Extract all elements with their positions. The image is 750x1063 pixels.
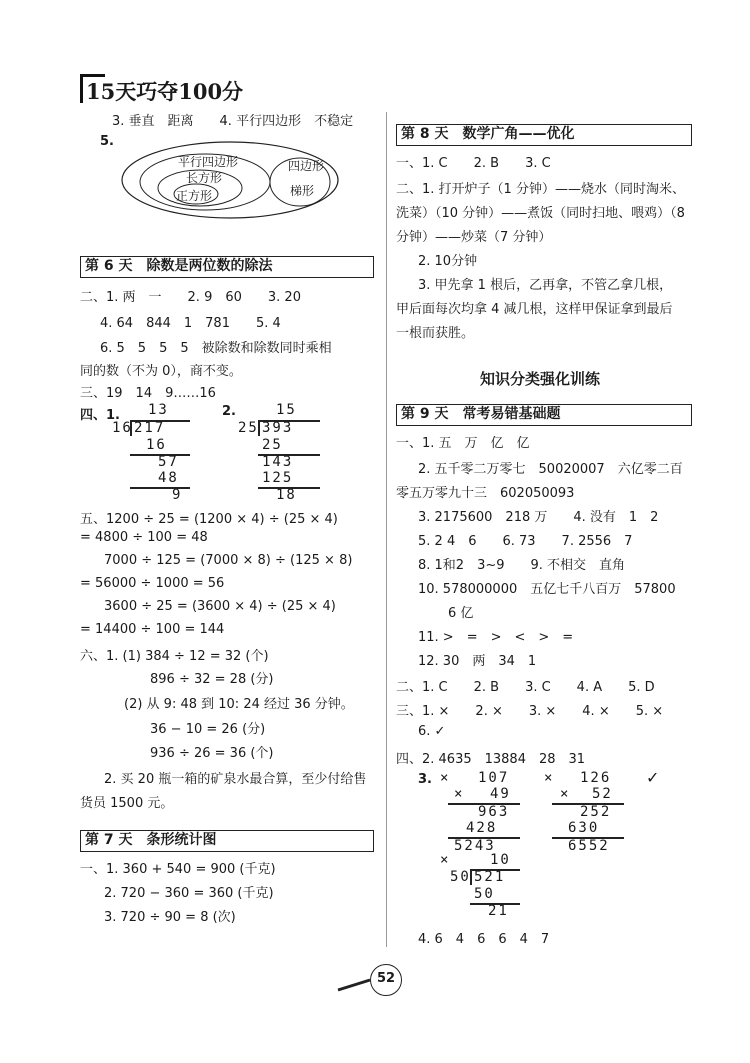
header-logo: 15天巧夺100分 bbox=[86, 79, 244, 104]
div3-row-1: 50 bbox=[474, 886, 495, 902]
div2-row-2: 143 bbox=[262, 454, 294, 470]
d8-line-4: 分钟）——炒菜（7 分钟） bbox=[396, 230, 552, 245]
day8-header: 第 8 天 数学广角——优化 bbox=[396, 124, 692, 146]
d7-line-3: 3. 720 ÷ 90 = 8 (次) bbox=[104, 910, 236, 925]
left-line-2: 5. bbox=[100, 134, 114, 149]
div3-divisor: 50 bbox=[450, 869, 471, 885]
d8-line-2: 二、1. 打开炉子（1 分钟）——烧水（同时淘米、 bbox=[396, 182, 685, 197]
venn-label-quadrilateral: 四边形 bbox=[288, 159, 325, 173]
d9-line-12: 三、1. × 2. × 3. × 4. × 5. × bbox=[396, 704, 664, 719]
page-number: 52 bbox=[377, 971, 396, 986]
d6b-line-12: 2. 买 20 瓶一箱的矿泉水最合算，至少付给售 bbox=[104, 772, 367, 787]
d6b-line-6: = 14400 ÷ 100 = 144 bbox=[80, 622, 225, 637]
d9-line-7: 10. 578000000 五亿七千八百万 57800 bbox=[418, 582, 676, 597]
d8-line-6: 3. 甲先拿 1 根后，乙再拿，不管乙拿几根， bbox=[418, 278, 673, 293]
d8-line-5: 2. 10分钟 bbox=[418, 254, 478, 269]
venn-label-square: 正方形 bbox=[176, 189, 213, 203]
venn-label-trapezoid: 梯形 bbox=[290, 184, 315, 198]
d6-line-1: 二、1. 两 一 2. 9 60 3. 20 bbox=[80, 290, 301, 305]
mul2-a: 126 bbox=[580, 770, 612, 786]
d6-line-7: 2. bbox=[222, 404, 236, 419]
d6b-line-4: = 56000 ÷ 1000 = 56 bbox=[80, 576, 225, 591]
div1-row-2: 57 bbox=[158, 454, 179, 470]
venn-diagram bbox=[120, 140, 350, 220]
mul2-sign: × bbox=[560, 786, 571, 802]
d6b-line-3: 7000 ÷ 125 = (7000 × 8) ÷ (125 × 8) bbox=[104, 553, 353, 568]
mul2-p2: 630 bbox=[568, 820, 600, 836]
check-icon: ✓ bbox=[646, 768, 660, 787]
d6b-line-10: 36 − 10 = 26 (分) bbox=[150, 722, 266, 737]
div3-dividend: 521 bbox=[474, 869, 506, 885]
d8-line-8: 一根而获胜。 bbox=[396, 326, 475, 341]
div3-row-2: 21 bbox=[488, 903, 509, 919]
div1-row-4: 9 bbox=[172, 487, 183, 503]
div1-quotient: 13 bbox=[148, 402, 169, 418]
d8-line-1: 一、1. C 2. B 3. C bbox=[396, 156, 551, 171]
d9-line-8: 6 亿 bbox=[448, 606, 474, 621]
d6b-line-11: 936 ÷ 26 = 36 (个) bbox=[150, 746, 274, 761]
day7-header: 第 7 天 条形统计图 bbox=[80, 830, 374, 852]
d9-line-4: 3. 2175600 218 万 4. 没有 1 2 bbox=[418, 510, 659, 525]
div1-row-1: 16 bbox=[146, 437, 167, 453]
d9-line-10: 12. 30 两 34 1 bbox=[418, 654, 537, 669]
d6-line-2: 4. 64 844 1 781 5. 4 bbox=[100, 316, 281, 331]
mul2-b: 52 bbox=[592, 786, 613, 802]
d9-line-13: 6. ✓ bbox=[418, 724, 446, 739]
d9-line-5: 5. 2 4 6 6. 73 7. 2556 7 bbox=[418, 534, 633, 549]
d6b-line-1: 五、1200 ÷ 25 = (1200 × 4) ÷ (25 × 4) bbox=[80, 512, 338, 527]
div1-dividend: 217 bbox=[134, 420, 166, 436]
mul1-a: 107 bbox=[478, 770, 510, 786]
day9-header: 第 9 天 常考易错基础题 bbox=[396, 404, 692, 426]
d6b-line-7: 六、1. (1) 384 ÷ 12 = 32 (个) bbox=[80, 649, 269, 664]
div1-divisor: 16 bbox=[112, 420, 133, 436]
div2-quotient: 15 bbox=[276, 402, 297, 418]
mul1-b: 49 bbox=[490, 786, 511, 802]
d7-line-2: 2. 720 − 360 = 360 (千克) bbox=[104, 886, 274, 901]
mul1-sign: × bbox=[454, 786, 465, 802]
div2-row-3: 125 bbox=[262, 470, 294, 486]
d8-line-3: 洗菜）（10 分钟）——煮饭（同时扫地、喂鸡）（8 bbox=[396, 206, 685, 221]
d6-line-6: 四、1. bbox=[80, 408, 120, 423]
d6b-line-5: 3600 ÷ 25 = (3600 × 4) ÷ (25 × 4) bbox=[104, 599, 336, 614]
d9-line-15: 3. bbox=[418, 772, 432, 787]
div2-divisor: 25 bbox=[238, 420, 259, 436]
d9-line-2: 2. 五千零二万零七 50020007 六亿零二百 bbox=[418, 462, 683, 477]
d6b-line-2: = 4800 ÷ 100 = 48 bbox=[80, 530, 208, 545]
mul2-p1: 252 bbox=[580, 804, 612, 820]
column-divider bbox=[386, 112, 387, 947]
d6-line-3: 6. 5 5 5 5 被除数和除数同时乘相 bbox=[100, 341, 332, 356]
day6-header: 第 6 天 除数是两位数的除法 bbox=[80, 256, 374, 278]
d6-line-4: 同的数（不为 0），商不变。 bbox=[80, 364, 242, 379]
d9-line-16: 4. 6 4 6 6 4 7 bbox=[418, 932, 550, 947]
venn-label-rectangle: 长方形 bbox=[186, 171, 223, 185]
d9-line-11: 二、1. C 2. B 3. C 4. A 5. D bbox=[396, 680, 655, 695]
div2-dividend: 393 bbox=[262, 420, 294, 436]
mul2-res: 6552 bbox=[568, 838, 610, 854]
d8-line-7: 甲后面每次均拿 4 减几根，这样甲保证拿到最后 bbox=[396, 302, 673, 317]
d9-line-3: 零五万零九十三 602050093 bbox=[396, 486, 575, 501]
mul1-p2: 428 bbox=[466, 820, 498, 836]
d6b-line-13: 货员 1500 元。 bbox=[80, 796, 174, 811]
d9-line-1: 一、1. 五 万 亿 亿 bbox=[396, 436, 530, 451]
div3-sign: × bbox=[440, 852, 451, 868]
d6-line-5: 三、19 14 9……16 bbox=[80, 386, 216, 401]
mul1-res: 5243 bbox=[454, 838, 496, 854]
mul2-sign-top: × bbox=[544, 770, 555, 786]
d7-line-1: 一、1. 360 + 540 = 900 (千克) bbox=[80, 862, 276, 877]
left-line-1: 3. 垂直 距离 4. 平行四边形 不稳定 bbox=[112, 114, 354, 129]
mul1-p1: 963 bbox=[478, 804, 510, 820]
div1-row-3: 48 bbox=[158, 470, 179, 486]
div3-quotient: 10 bbox=[490, 852, 511, 868]
d9-line-9: 11. > = > < > = bbox=[418, 630, 574, 645]
d9-line-6: 8. 1和2 3~9 9. 不相交 直角 bbox=[418, 558, 626, 573]
d6b-line-9: (2) 从 9: 48 到 10: 24 经过 36 分钟。 bbox=[124, 697, 354, 712]
d9-line-14: 四、2. 4635 13884 28 31 bbox=[396, 752, 586, 767]
d6b-line-8: 896 ÷ 32 = 28 (分) bbox=[150, 672, 274, 687]
div2-row-1: 25 bbox=[262, 437, 283, 453]
venn-label-parallelogram: 平行四边形 bbox=[178, 155, 239, 169]
div2-row-4: 18 bbox=[276, 487, 297, 503]
mul1-sign-top: × bbox=[440, 770, 451, 786]
section-title: 知识分类强化训练 bbox=[480, 370, 601, 388]
